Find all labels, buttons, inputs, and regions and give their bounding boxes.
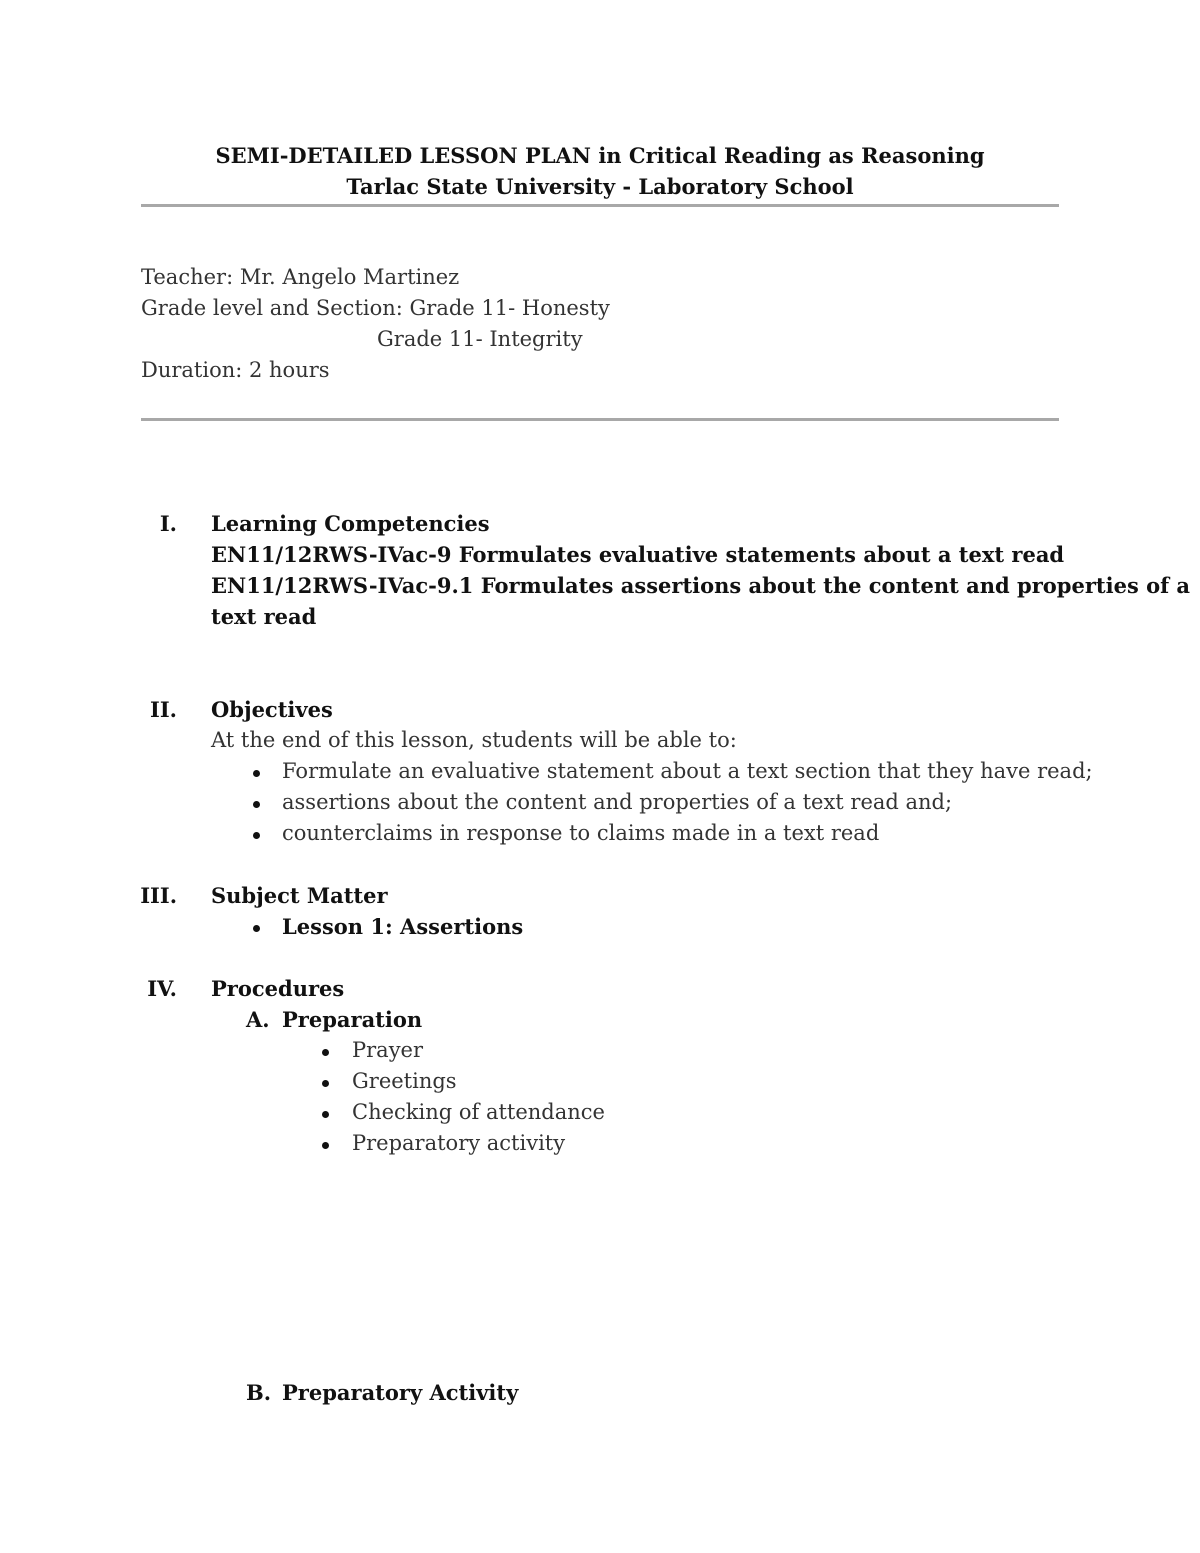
competencies-heading: Learning Competencies xyxy=(211,511,490,536)
bullet-icon xyxy=(253,801,260,808)
info-divider xyxy=(141,418,1059,421)
preparatory-activity-heading: Preparatory Activity xyxy=(282,1380,519,1405)
grade-section-line: Grade level and Section: Grade 11- Honesty xyxy=(141,296,610,320)
objective-item: Formulate an evaluative statement about a text section that they have read; xyxy=(282,759,1093,783)
procedures-heading: Procedures xyxy=(211,976,345,1001)
objectives-heading: Objectives xyxy=(211,697,333,722)
preparation-item: Prayer xyxy=(352,1038,424,1062)
preparation-item: Greetings xyxy=(352,1069,457,1093)
bullet-icon xyxy=(253,925,260,932)
bullet-icon xyxy=(322,1142,329,1149)
teacher-line: Teacher: Mr. Angelo Martinez xyxy=(141,265,460,289)
bullet-icon xyxy=(322,1111,329,1118)
subject-heading: Subject Matter xyxy=(211,883,388,908)
bullet-icon xyxy=(322,1049,329,1056)
preparation-item: Preparatory activity xyxy=(352,1131,566,1155)
section-numeral-i: I. xyxy=(159,511,177,536)
competency-line-3: text read xyxy=(211,604,317,629)
bullet-icon xyxy=(253,832,260,839)
subsection-letter-a: A. xyxy=(246,1007,270,1032)
section-numeral-ii: II. xyxy=(150,697,177,722)
objectives-intro: At the end of this lesson, students will be able to: xyxy=(211,728,737,752)
grade-section-second: Grade 11- Integrity xyxy=(377,327,583,351)
doc-title: SEMI-DETAILED LESSON PLAN in Critical Reading as Reasoning xyxy=(215,143,985,168)
preparation-heading: Preparation xyxy=(282,1007,423,1032)
competency-line-1: EN11/12RWS-IVac-9 Formulates evaluative statements about a text read xyxy=(211,542,1065,567)
section-numeral-iii: III. xyxy=(140,883,177,908)
subsection-letter-b: B. xyxy=(246,1380,272,1405)
objective-item: assertions about the content and properties of a text read and; xyxy=(282,790,953,814)
duration-line: Duration: 2 hours xyxy=(141,358,330,382)
preparation-item: Checking of attendance xyxy=(352,1100,605,1124)
bullet-icon xyxy=(253,770,260,777)
competency-line-2: EN11/12RWS-IVac-9.1 Formulates assertions about the content and properties of a xyxy=(211,573,1191,598)
bullet-icon xyxy=(322,1080,329,1087)
objective-item: counterclaims in response to claims made in a text read xyxy=(282,821,880,845)
subject-item: Lesson 1: Assertions xyxy=(282,914,524,939)
section-numeral-iv: IV. xyxy=(147,976,177,1001)
doc-subtitle: Tarlac State University - Laboratory School xyxy=(346,174,854,199)
header-divider xyxy=(141,204,1059,207)
